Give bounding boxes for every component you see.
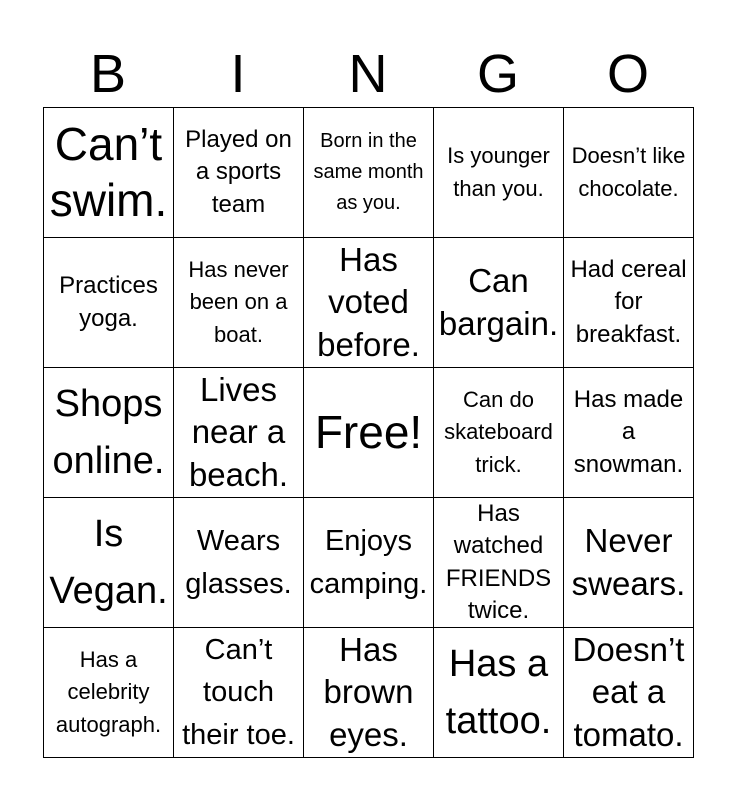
- bingo-cell[interactable]: [174, 628, 304, 758]
- bingo-cell-text: Born in the same month as you.: [313, 130, 424, 214]
- bingo-cell-text: Doesn’t like chocolate.: [571, 142, 686, 201]
- bingo-cell[interactable]: [174, 238, 304, 368]
- bingo-cell-text: Has never been on a boat.: [188, 256, 289, 347]
- bingo-cell-text: Free!: [314, 405, 423, 458]
- free-space-cell[interactable]: [304, 368, 434, 498]
- bingo-cell-text: Never swears.: [571, 522, 686, 602]
- bingo-cell-text: Has brown eyes.: [323, 631, 414, 753]
- bingo-cell-text: Can’t swim.: [49, 118, 168, 226]
- bingo-cell[interactable]: [434, 368, 564, 498]
- bingo-cell-text: Can do skateboard trick.: [444, 386, 553, 477]
- bingo-cell-text: Has watched FRIENDS twice.: [445, 499, 552, 624]
- bingo-cell-text: Lives near a beach.: [188, 371, 289, 493]
- bingo-cell[interactable]: [44, 628, 174, 758]
- bingo-cell[interactable]: [434, 108, 564, 238]
- header-letter-n: N: [348, 44, 388, 104]
- bingo-cell[interactable]: [304, 238, 434, 368]
- bingo-cell-text: Can’t touch their toe.: [182, 634, 295, 751]
- bingo-cell[interactable]: [434, 238, 564, 368]
- bingo-cell[interactable]: [564, 368, 694, 498]
- bingo-cell[interactable]: [564, 628, 694, 758]
- bingo-cell-text: Enjoys camping.: [309, 525, 428, 600]
- bingo-cell-text: Is Vegan.: [49, 512, 168, 612]
- bingo-grid: [43, 107, 694, 758]
- bingo-cell[interactable]: [174, 498, 304, 628]
- bingo-cell-text: Has a tattoo.: [445, 642, 552, 742]
- bingo-cell-text: Played on a sports team: [185, 125, 292, 218]
- bingo-cell[interactable]: [564, 238, 694, 368]
- bingo-header: [43, 42, 693, 106]
- bingo-cell[interactable]: [304, 498, 434, 628]
- bingo-cell[interactable]: [44, 108, 174, 238]
- bingo-cell[interactable]: [174, 368, 304, 498]
- header-letter-i: I: [230, 44, 246, 104]
- bingo-cell-text: Had cereal for breakfast.: [570, 255, 687, 348]
- bingo-cell-text: Wears glasses.: [185, 525, 292, 600]
- header-letter-o: O: [606, 44, 649, 104]
- bingo-cell-text: Has voted before.: [317, 241, 420, 363]
- header-letter-b: B: [89, 44, 127, 104]
- bingo-cell[interactable]: [44, 238, 174, 368]
- bingo-cell-text: Doesn’t eat a tomato.: [572, 631, 685, 753]
- bingo-cell[interactable]: [304, 628, 434, 758]
- bingo-cell-text: Has a celebrity autograph.: [55, 646, 162, 737]
- bingo-cell-text: Has made a snowman.: [573, 385, 684, 478]
- bingo-cell-text: Practices yoga.: [59, 272, 158, 332]
- bingo-cell[interactable]: [564, 108, 694, 238]
- bingo-cell-text: Shops online.: [52, 382, 165, 482]
- bingo-cell-text: Can bargain.: [438, 262, 559, 342]
- header-letter-g: G: [476, 44, 519, 104]
- bingo-cell-text: Is younger than you.: [447, 142, 550, 201]
- bingo-cell[interactable]: [174, 108, 304, 238]
- bingo-cell[interactable]: [434, 628, 564, 758]
- bingo-cell[interactable]: [44, 368, 174, 498]
- bingo-cell[interactable]: [44, 498, 174, 628]
- bingo-cell[interactable]: [304, 108, 434, 238]
- bingo-cell[interactable]: [434, 498, 564, 628]
- bingo-cell[interactable]: [564, 498, 694, 628]
